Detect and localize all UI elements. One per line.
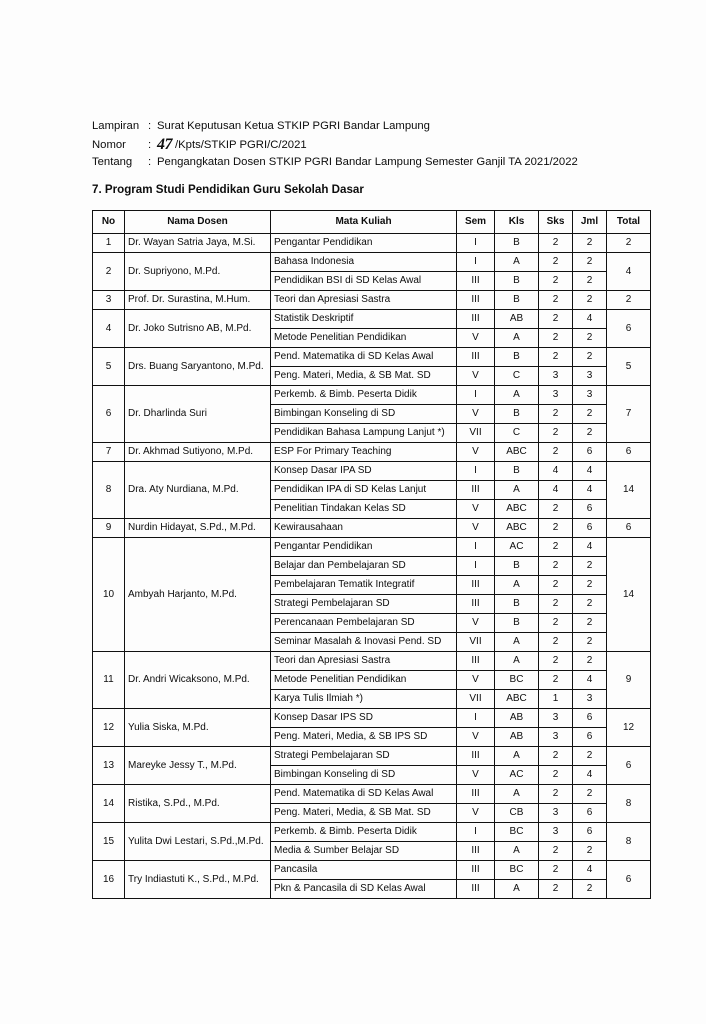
cell-sks: 2: [539, 652, 573, 671]
cell-sem: V: [457, 671, 495, 690]
cell-nama-dosen: Dr. Wayan Satria Jaya, M.Si.: [125, 234, 271, 253]
cell-sks: 1: [539, 690, 573, 709]
cell-jml: 2: [573, 272, 607, 291]
cell-mata-kuliah: Seminar Masalah & Inovasi Pend. SD: [271, 633, 457, 652]
nomor-label: Nomor: [92, 139, 126, 151]
cell-sks: 2: [539, 291, 573, 310]
cell-mata-kuliah: Perkemb. & Bimb. Peserta Didik: [271, 823, 457, 842]
cell-kls: A: [495, 633, 539, 652]
cell-sks: 2: [539, 557, 573, 576]
cell-kls: A: [495, 386, 539, 405]
cell-mata-kuliah: Perkemb. & Bimb. Peserta Didik: [271, 386, 457, 405]
cell-no: 12: [93, 709, 125, 747]
cell-jml: 2: [573, 576, 607, 595]
table-row: [93, 538, 651, 557]
cell-jml: 4: [573, 538, 607, 557]
cell-jml: 2: [573, 424, 607, 443]
cell-jml: 6: [573, 823, 607, 842]
cell-sks: 2: [539, 538, 573, 557]
cell-kls: BC: [495, 823, 539, 842]
cell-mata-kuliah: Peng. Materi, Media, & SB Mat. SD: [271, 367, 457, 386]
cell-sem: III: [457, 272, 495, 291]
cell-nama-dosen: Yulia Siska, M.Pd.: [125, 709, 271, 747]
cell-jml: 2: [573, 614, 607, 633]
cell-mata-kuliah: Kewirausahaan: [271, 519, 457, 538]
cell-nama-dosen: Dra. Aty Nurdiana, M.Pd.: [125, 462, 271, 519]
cell-nama-dosen: Mareyke Jessy T., M.Pd.: [125, 747, 271, 785]
cell-no: 10: [93, 538, 125, 652]
cell-sks: 2: [539, 747, 573, 766]
cell-mata-kuliah: Metode Penelitian Pendidikan: [271, 671, 457, 690]
cell-total: 8: [607, 823, 651, 861]
cell-jml: 6: [573, 500, 607, 519]
lampiran-colon: :: [148, 120, 152, 132]
cell-total: 14: [607, 462, 651, 519]
cell-jml: 3: [573, 690, 607, 709]
cell-sem: III: [457, 842, 495, 861]
cell-sks: 2: [539, 272, 573, 291]
nomor-value-group: [157, 135, 632, 154]
cell-mata-kuliah: Konsep Dasar IPA SD: [271, 462, 457, 481]
cell-jml: 2: [573, 633, 607, 652]
cell-jml: 2: [573, 234, 607, 253]
cell-sks: 3: [539, 709, 573, 728]
cell-sks: 2: [539, 234, 573, 253]
cell-kls: A: [495, 576, 539, 595]
cell-total: 6: [607, 861, 651, 899]
cell-total: 4: [607, 253, 651, 291]
table-row: [93, 785, 651, 804]
cell-sem: I: [457, 386, 495, 405]
cell-mata-kuliah: Pengantar Pendidikan: [271, 538, 457, 557]
cell-total: 9: [607, 652, 651, 709]
column-header-kls: Kls: [495, 211, 539, 234]
cell-kls: AB: [495, 709, 539, 728]
header-row-nomor: [92, 135, 632, 154]
table-row: [93, 823, 651, 842]
cell-no: 9: [93, 519, 125, 538]
cell-sem: V: [457, 614, 495, 633]
cell-mata-kuliah: Pembelajaran Tematik Integratif: [271, 576, 457, 595]
cell-jml: 2: [573, 595, 607, 614]
table-header-row: [93, 211, 651, 234]
cell-no: 2: [93, 253, 125, 291]
cell-kls: B: [495, 595, 539, 614]
cell-sem: III: [457, 785, 495, 804]
cell-no: 13: [93, 747, 125, 785]
lampiran-label: Lampiran: [92, 120, 140, 132]
cell-sks: 3: [539, 728, 573, 747]
cell-kls: AC: [495, 766, 539, 785]
cell-kls: A: [495, 481, 539, 500]
cell-sem: I: [457, 234, 495, 253]
cell-no: 7: [93, 443, 125, 462]
cell-kls: B: [495, 557, 539, 576]
lecturer-assignment-table: [92, 210, 651, 899]
cell-sks: 2: [539, 880, 573, 899]
cell-jml: 2: [573, 652, 607, 671]
cell-no: 5: [93, 348, 125, 386]
cell-nama-dosen: Dr. Supriyono, M.Pd.: [125, 253, 271, 291]
cell-sks: 2: [539, 310, 573, 329]
cell-kls: A: [495, 842, 539, 861]
cell-no: 3: [93, 291, 125, 310]
cell-jml: 2: [573, 348, 607, 367]
table-row: [93, 709, 651, 728]
cell-kls: A: [495, 880, 539, 899]
cell-jml: 3: [573, 386, 607, 405]
cell-sem: I: [457, 823, 495, 842]
cell-mata-kuliah: Belajar dan Pembelajaran SD: [271, 557, 457, 576]
cell-sem: III: [457, 861, 495, 880]
cell-nama-dosen: Nurdin Hidayat, S.Pd., M.Pd.: [125, 519, 271, 538]
cell-mata-kuliah: Bahasa Indonesia: [271, 253, 457, 272]
cell-sem: III: [457, 880, 495, 899]
cell-total: 6: [607, 747, 651, 785]
cell-jml: 2: [573, 557, 607, 576]
cell-sem: III: [457, 348, 495, 367]
table-row: [93, 861, 651, 880]
cell-kls: ABC: [495, 690, 539, 709]
cell-kls: AB: [495, 310, 539, 329]
cell-kls: AB: [495, 728, 539, 747]
cell-kls: B: [495, 348, 539, 367]
cell-sks: 2: [539, 253, 573, 272]
cell-jml: 2: [573, 253, 607, 272]
cell-jml: 6: [573, 804, 607, 823]
cell-sem: V: [457, 519, 495, 538]
column-header-jml: Jml: [573, 211, 607, 234]
cell-nama-dosen: Yulita Dwi Lestari, S.Pd.,M.Pd.: [125, 823, 271, 861]
cell-no: 4: [93, 310, 125, 348]
cell-jml: 6: [573, 519, 607, 538]
cell-jml: 6: [573, 443, 607, 462]
cell-kls: B: [495, 614, 539, 633]
nomor-colon: :: [148, 139, 152, 151]
cell-mata-kuliah: Perencanaan Pembelajaran SD: [271, 614, 457, 633]
cell-sks: 2: [539, 766, 573, 785]
cell-mata-kuliah: Media & Sumber Belajar SD: [271, 842, 457, 861]
table-row: [93, 386, 651, 405]
cell-sem: III: [457, 595, 495, 614]
cell-no: 6: [93, 386, 125, 443]
cell-sem: V: [457, 443, 495, 462]
cell-total: 12: [607, 709, 651, 747]
header-row-tentang: [92, 154, 632, 171]
cell-jml: 2: [573, 291, 607, 310]
cell-sem: III: [457, 652, 495, 671]
cell-mata-kuliah: Metode Penelitian Pendidikan: [271, 329, 457, 348]
cell-total: 2: [607, 291, 651, 310]
cell-sem: V: [457, 500, 495, 519]
cell-sks: 2: [539, 614, 573, 633]
cell-total: 8: [607, 785, 651, 823]
cell-sem: I: [457, 709, 495, 728]
nomor-suffix: /Kpts/STKIP PGRI/C/2021: [175, 139, 307, 151]
cell-mata-kuliah: Penelitian Tindakan Kelas SD: [271, 500, 457, 519]
cell-mata-kuliah: Peng. Materi, Media, & SB IPS SD: [271, 728, 457, 747]
table-row: [93, 291, 651, 310]
cell-jml: 4: [573, 671, 607, 690]
cell-sem: V: [457, 367, 495, 386]
cell-kls: A: [495, 785, 539, 804]
cell-jml: 2: [573, 747, 607, 766]
cell-no: 8: [93, 462, 125, 519]
cell-kls: AC: [495, 538, 539, 557]
cell-kls: ABC: [495, 500, 539, 519]
cell-nama-dosen: Dr. Dharlinda Suri: [125, 386, 271, 443]
cell-nama-dosen: Drs. Buang Saryantono, M.Pd.: [125, 348, 271, 386]
column-header-nama-dosen: Nama Dosen: [125, 211, 271, 234]
cell-sks: 3: [539, 804, 573, 823]
cell-sem: V: [457, 766, 495, 785]
cell-total: 14: [607, 538, 651, 652]
cell-jml: 2: [573, 329, 607, 348]
cell-sks: 2: [539, 671, 573, 690]
lampiran-value: Surat Keputusan Ketua STKIP PGRI Bandar Lampung: [157, 120, 430, 132]
cell-kls: A: [495, 329, 539, 348]
cell-mata-kuliah: Pend. Matematika di SD Kelas Awal: [271, 785, 457, 804]
cell-sks: 2: [539, 500, 573, 519]
cell-sem: III: [457, 291, 495, 310]
tentang-value: Pengangkatan Dosen STKIP PGRI Bandar Lampung Semester Ganjil TA 2021/2022: [157, 156, 578, 168]
cell-no: 14: [93, 785, 125, 823]
cell-sks: 3: [539, 367, 573, 386]
cell-mata-kuliah: Bimbingan Konseling di SD: [271, 766, 457, 785]
cell-total: 6: [607, 443, 651, 462]
table-row: [93, 519, 651, 538]
cell-sks: 2: [539, 595, 573, 614]
cell-sks: 2: [539, 861, 573, 880]
cell-mata-kuliah: Konsep Dasar IPS SD: [271, 709, 457, 728]
tentang-label: Tentang: [92, 156, 133, 168]
cell-kls: B: [495, 234, 539, 253]
table-row: [93, 462, 651, 481]
cell-sks: 2: [539, 842, 573, 861]
cell-jml: 2: [573, 842, 607, 861]
cell-sem: I: [457, 462, 495, 481]
cell-mata-kuliah: Pkn & Pancasila di SD Kelas Awal: [271, 880, 457, 899]
cell-jml: 4: [573, 861, 607, 880]
cell-no: 15: [93, 823, 125, 861]
cell-mata-kuliah: Karya Tulis Ilmiah *): [271, 690, 457, 709]
cell-mata-kuliah: Peng. Materi, Media, & SB Mat. SD: [271, 804, 457, 823]
cell-kls: C: [495, 424, 539, 443]
cell-sem: I: [457, 557, 495, 576]
cell-kls: B: [495, 291, 539, 310]
cell-kls: CB: [495, 804, 539, 823]
header-row-lampiran: [92, 118, 632, 135]
cell-sem: VII: [457, 424, 495, 443]
cell-jml: 2: [573, 785, 607, 804]
cell-no: 11: [93, 652, 125, 709]
cell-mata-kuliah: Teori dan Apresiasi Sastra: [271, 291, 457, 310]
cell-mata-kuliah: Teori dan Apresiasi Sastra: [271, 652, 457, 671]
cell-sem: V: [457, 405, 495, 424]
cell-kls: A: [495, 253, 539, 272]
table-row: [93, 253, 651, 272]
table-row: [93, 348, 651, 367]
cell-sem: V: [457, 329, 495, 348]
cell-jml: 4: [573, 462, 607, 481]
cell-kls: BC: [495, 671, 539, 690]
cell-kls: ABC: [495, 519, 539, 538]
cell-total: 7: [607, 386, 651, 443]
cell-kls: B: [495, 405, 539, 424]
cell-sks: 2: [539, 633, 573, 652]
cell-no: 16: [93, 861, 125, 899]
cell-mata-kuliah: Bimbingan Konseling di SD: [271, 405, 457, 424]
table-header: [93, 211, 651, 234]
cell-jml: 3: [573, 367, 607, 386]
cell-sem: VII: [457, 690, 495, 709]
cell-jml: 4: [573, 766, 607, 785]
cell-total: 2: [607, 234, 651, 253]
cell-no: 1: [93, 234, 125, 253]
cell-sem: VII: [457, 633, 495, 652]
cell-sks: 2: [539, 405, 573, 424]
cell-kls: B: [495, 462, 539, 481]
cell-mata-kuliah: Pend. Matematika di SD Kelas Awal: [271, 348, 457, 367]
cell-nama-dosen: Prof. Dr. Surastina, M.Hum.: [125, 291, 271, 310]
table-row: [93, 652, 651, 671]
cell-kls: A: [495, 652, 539, 671]
cell-mata-kuliah: Strategi Pembelajaran SD: [271, 747, 457, 766]
cell-mata-kuliah: Statistik Deskriptif: [271, 310, 457, 329]
cell-mata-kuliah: Pendidikan Bahasa Lampung Lanjut *): [271, 424, 457, 443]
table-row: [93, 310, 651, 329]
cell-mata-kuliah: Pengantar Pendidikan: [271, 234, 457, 253]
column-header-total: Total: [607, 211, 651, 234]
column-header-mata-kuliah: Mata Kuliah: [271, 211, 457, 234]
cell-jml: 6: [573, 709, 607, 728]
cell-sks: 4: [539, 481, 573, 500]
cell-kls: A: [495, 747, 539, 766]
cell-nama-dosen: Ambyah Harjanto, M.Pd.: [125, 538, 271, 652]
cell-kls: C: [495, 367, 539, 386]
cell-sks: 2: [539, 348, 573, 367]
table-row: [93, 443, 651, 462]
cell-kls: BC: [495, 861, 539, 880]
cell-sks: 4: [539, 462, 573, 481]
cell-jml: 4: [573, 310, 607, 329]
cell-total: 6: [607, 519, 651, 538]
cell-jml: 4: [573, 481, 607, 500]
cell-sem: III: [457, 576, 495, 595]
cell-sem: III: [457, 481, 495, 500]
cell-total: 5: [607, 348, 651, 386]
column-header-sem: Sem: [457, 211, 495, 234]
cell-sks: 3: [539, 823, 573, 842]
cell-sem: III: [457, 310, 495, 329]
cell-sks: 3: [539, 386, 573, 405]
cell-nama-dosen: Dr. Andri Wicaksono, M.Pd.: [125, 652, 271, 709]
column-header-no: No: [93, 211, 125, 234]
cell-sem: V: [457, 804, 495, 823]
cell-jml: 2: [573, 405, 607, 424]
cell-mata-kuliah: Pendidikan IPA di SD Kelas Lanjut: [271, 481, 457, 500]
table-body: [93, 234, 651, 899]
cell-kls: B: [495, 272, 539, 291]
cell-sks: 2: [539, 443, 573, 462]
cell-sem: V: [457, 728, 495, 747]
tentang-colon: :: [148, 156, 152, 168]
cell-jml: 2: [573, 880, 607, 899]
cell-sks: 2: [539, 576, 573, 595]
table-row: [93, 747, 651, 766]
cell-sks: 2: [539, 785, 573, 804]
cell-kls: ABC: [495, 443, 539, 462]
cell-sem: I: [457, 253, 495, 272]
document-header: [92, 118, 632, 171]
cell-mata-kuliah: ESP For Primary Teaching: [271, 443, 457, 462]
cell-nama-dosen: Try Indiastuti K., S.Pd., M.Pd.: [125, 861, 271, 899]
cell-sem: I: [457, 538, 495, 557]
cell-mata-kuliah: Strategi Pembelajaran SD: [271, 595, 457, 614]
cell-sks: 2: [539, 519, 573, 538]
cell-mata-kuliah: Pendidikan BSI di SD Kelas Awal: [271, 272, 457, 291]
column-header-sks: Sks: [539, 211, 573, 234]
page-title: 7. Program Studi Pendidikan Guru Sekolah Dasar: [92, 183, 364, 196]
cell-sks: 2: [539, 424, 573, 443]
cell-mata-kuliah: Pancasila: [271, 861, 457, 880]
cell-sem: III: [457, 747, 495, 766]
cell-sks: 2: [539, 329, 573, 348]
cell-nama-dosen: Ristika, S.Pd., M.Pd.: [125, 785, 271, 823]
cell-nama-dosen: Dr. Joko Sutrisno AB, M.Pd.: [125, 310, 271, 348]
cell-jml: 6: [573, 728, 607, 747]
nomor-handwritten: 47: [157, 136, 172, 153]
cell-nama-dosen: Dr. Akhmad Sutiyono, M.Pd.: [125, 443, 271, 462]
table-row: [93, 234, 651, 253]
cell-total: 6: [607, 310, 651, 348]
